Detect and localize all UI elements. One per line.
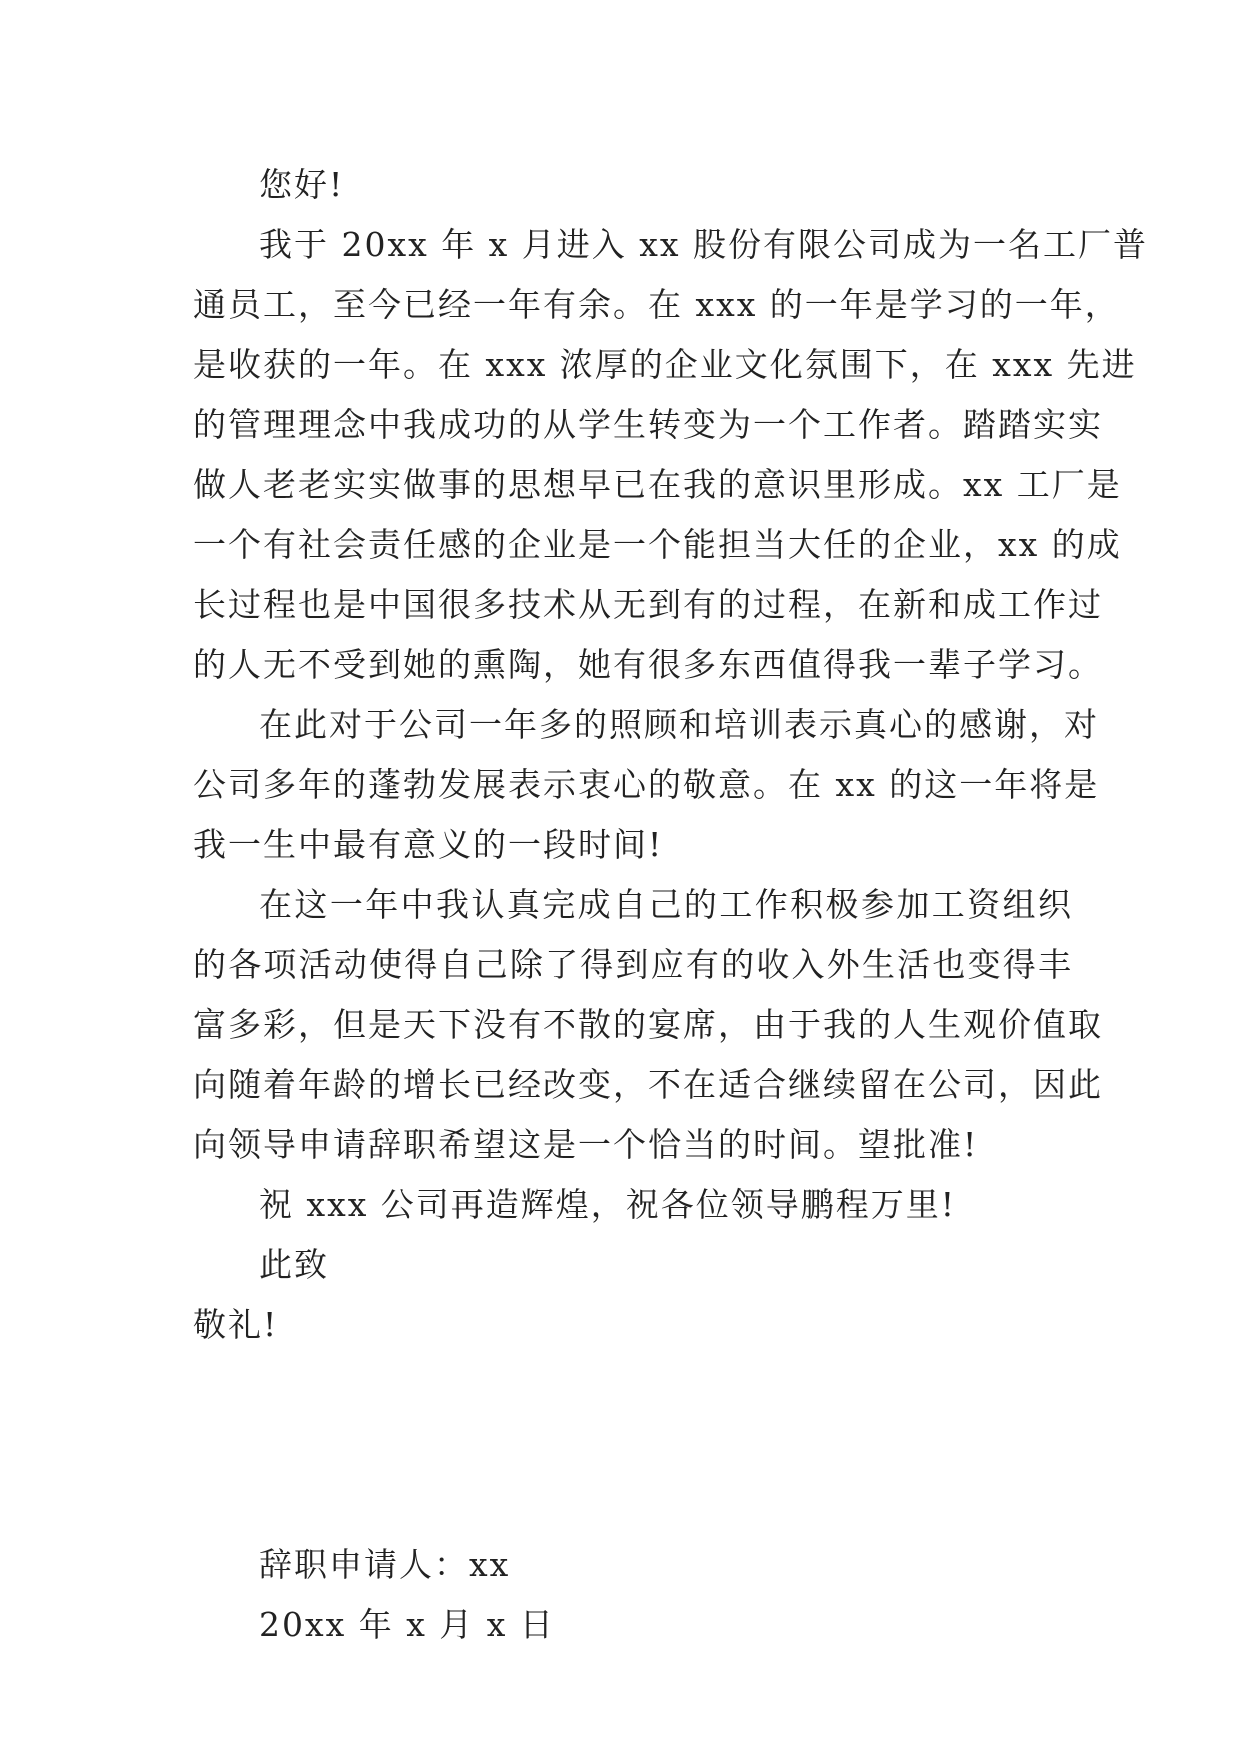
paragraph-line: 的各项活动使得自己除了得到应有的收入外生活也变得丰 xyxy=(193,945,1073,984)
wishes-line: 祝 xxx 公司再造辉煌，祝各位领导鹏程万里! xyxy=(259,1185,957,1224)
paragraph-line: 向领导申请辞职希望这是一个恰当的时间。望批准! xyxy=(193,1125,979,1164)
paragraph-line: 公司多年的蓬勃发展表示衷心的敬意。在 xx 的这一年将是 xyxy=(193,765,1100,804)
paragraph-3 xyxy=(193,875,1103,1175)
letter-body xyxy=(193,155,1148,1655)
signature-spacer xyxy=(193,1355,1073,1535)
closing-ci-zhi: 此致 xyxy=(259,1245,329,1284)
paragraph-line: 富多彩，但是天下没有不散的宴席，由于我的人生观价值取 xyxy=(193,1005,1103,1044)
paragraph-line: 向随着年龄的增长已经改变，不在适合继续留在公司，因此 xyxy=(193,1065,1103,1104)
paragraph-line: 一个有社会责任感的企业是一个能担当大任的企业，xx 的成 xyxy=(193,525,1122,564)
paragraph-line: 在此对于公司一年多的照顾和培训表示真心的感谢，对 xyxy=(259,705,1099,744)
closing-jing-li: 敬礼! xyxy=(193,1305,279,1344)
paragraph-line: 在这一年中我认真完成自己的工作积极参加工资组织 xyxy=(259,885,1073,924)
paragraph-line: 通员工，至今已经一年有余。在 xxx 的一年是学习的一年， xyxy=(193,285,1120,324)
paragraph-line: 的人无不受到她的熏陶，她有很多东西值得我一辈子学习。 xyxy=(193,645,1103,684)
paragraph-line: 长过程也是中国很多技术从无到有的过程，在新和成工作过 xyxy=(193,585,1103,624)
applicant-signature: 辞职申请人：xx xyxy=(259,1545,511,1584)
letter-date: 20xx 年 x 月 x 日 xyxy=(259,1605,555,1644)
paragraph-line: 的管理理念中我成功的从学生转变为一个工作者。踏踏实实 xyxy=(193,405,1103,444)
salutation: 您好! xyxy=(259,165,345,204)
paragraph-line: 我一生中最有意义的一段时间! xyxy=(193,825,664,864)
paragraph-line: 我于 20xx 年 x 月进入 xx 股份有限公司成为一名工厂普 xyxy=(259,225,1148,264)
paragraph-1 xyxy=(193,215,1148,695)
paragraph-line: 做人老老实实做事的思想早已在我的意识里形成。xx 工厂是 xyxy=(193,465,1122,504)
paragraph-line: 是收获的一年。在 xxx 浓厚的企业文化氛围下，在 xxx 先进 xyxy=(193,345,1137,384)
paragraph-2 xyxy=(193,695,1100,875)
